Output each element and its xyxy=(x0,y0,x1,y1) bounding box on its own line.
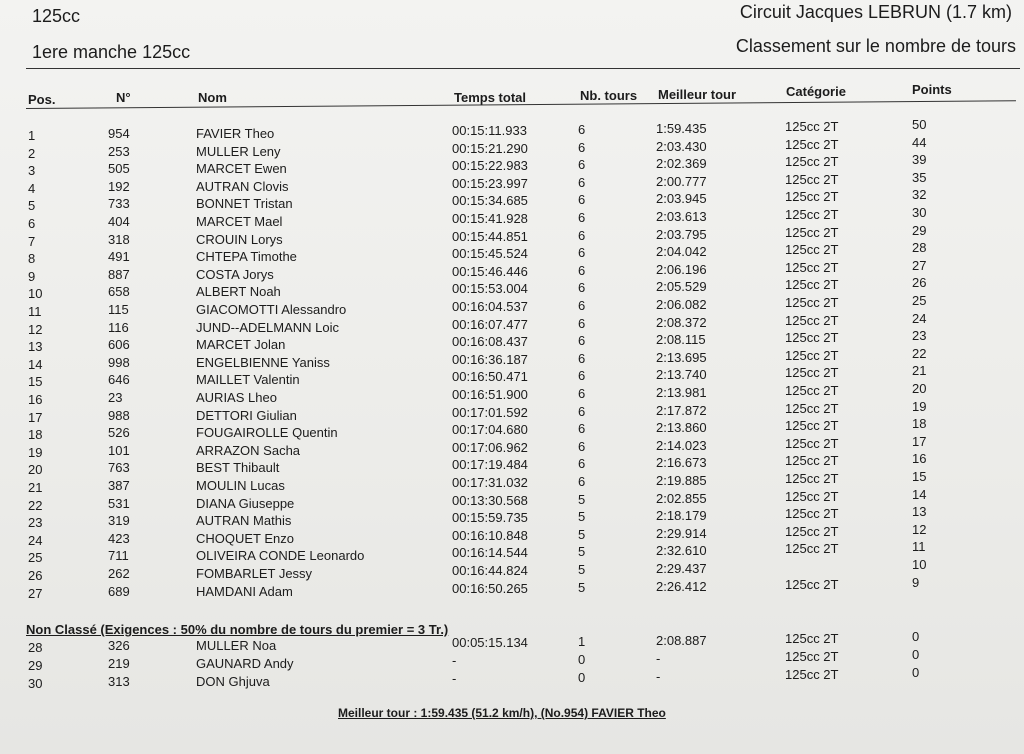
cell-num: 253 xyxy=(108,143,130,159)
cell-cat: 125cc 2T xyxy=(785,330,839,346)
cell-time: 00:15:45.524 xyxy=(452,246,528,262)
cell-num: 101 xyxy=(108,442,130,458)
cell-best: 2:29.437 xyxy=(656,561,707,576)
cell-time: 00:16:50.265 xyxy=(452,580,528,596)
cell-time: 00:16:50.471 xyxy=(452,369,528,385)
cell-cat: 125cc 2T xyxy=(785,488,839,504)
cell-cat: 125cc 2T xyxy=(785,119,839,134)
cell-time: 00:05:15.134 xyxy=(452,635,528,650)
cell-pts: 17 xyxy=(912,433,927,449)
cell-pos: 15 xyxy=(28,374,43,390)
cell-pts: 15 xyxy=(912,469,927,484)
cell-name: DETTORI Giulian xyxy=(196,407,297,423)
cell-name: MULLER Leny xyxy=(196,143,281,159)
cell-cat: 125cc 2T xyxy=(785,277,839,293)
cell-best: 2:03.795 xyxy=(656,226,707,242)
cell-best: 2:13.860 xyxy=(656,420,707,436)
cell-pos: 20 xyxy=(28,462,43,478)
cell-cat: 125cc 2T xyxy=(785,347,839,363)
cell-num: 23 xyxy=(108,390,123,405)
cell-best: 2:08.115 xyxy=(656,332,706,348)
cell-cat: 125cc 2T xyxy=(785,259,839,275)
cell-name: MARCET Ewen xyxy=(196,161,287,177)
cell-name: DIANA Giuseppe xyxy=(196,495,295,511)
cell-num: 733 xyxy=(108,196,130,212)
cell-cat: 125cc 2T xyxy=(785,541,839,557)
cell-pts: 22 xyxy=(912,345,927,361)
cell-cat: 125cc 2T xyxy=(785,649,839,664)
cell-pos: 5 xyxy=(28,198,36,214)
cell-num: 998 xyxy=(108,354,130,370)
cell-best: 2:04.042 xyxy=(656,244,707,260)
cell-laps: 6 xyxy=(578,227,586,243)
ranking-type: Classement sur le nombre de tours xyxy=(735,36,1016,56)
cell-name: FAVIER Theo xyxy=(196,126,275,141)
cell-cat: 125cc 2T xyxy=(785,523,839,539)
cell-name: CROUIN Lorys xyxy=(196,231,283,247)
cell-name: ARRAZON Sacha xyxy=(196,442,301,458)
cell-pos: 4 xyxy=(28,180,36,196)
cell-pts: 28 xyxy=(912,240,927,256)
cell-num: 326 xyxy=(108,638,130,653)
col-num: N° xyxy=(116,90,131,105)
cell-best: 2:13.981 xyxy=(656,385,707,400)
cell-num: 116 xyxy=(108,319,129,335)
cell-name: ALBERT Noah xyxy=(196,284,281,300)
cell-pts: 23 xyxy=(912,328,927,344)
cell-laps: 6 xyxy=(578,262,586,278)
cell-name: AUTRAN Mathis xyxy=(196,513,292,529)
cell-num: 606 xyxy=(108,337,130,353)
cell-pos: 16 xyxy=(28,392,43,407)
cell-pts: 50 xyxy=(912,117,927,132)
col-category: Catégorie xyxy=(786,84,846,99)
circuit-name: Circuit Jacques LEBRUN (1.7 km) xyxy=(739,2,1012,22)
cell-pos: 6 xyxy=(28,216,36,231)
cell-time: 00:15:21.290 xyxy=(452,140,528,156)
cell-num: 192 xyxy=(108,178,130,194)
cell-name: JUND--ADELMANN Loic xyxy=(196,319,340,335)
cell-best: 2:08.372 xyxy=(656,314,707,330)
cell-num: 505 xyxy=(108,161,130,177)
cell-cat: 125cc 2T xyxy=(785,576,839,592)
cell-pts: 24 xyxy=(912,310,927,326)
cell-laps: 5 xyxy=(578,509,586,525)
cell-cat: 125cc 2T xyxy=(785,207,839,222)
cell-laps: 6 xyxy=(578,315,586,331)
cell-num: 219 xyxy=(108,656,130,671)
cell-laps: 1 xyxy=(578,634,586,649)
cell-name: MAILLET Valentin xyxy=(196,372,300,388)
col-points: Points xyxy=(912,82,952,97)
cell-name: BEST Thibault xyxy=(196,460,280,476)
cell-time: 00:15:46.446 xyxy=(452,263,528,279)
cell-pos: 28 xyxy=(28,640,43,655)
cell-pos: 22 xyxy=(28,497,43,513)
cell-laps: 0 xyxy=(578,670,586,685)
cell-best: - xyxy=(656,651,661,666)
cell-pos: 12 xyxy=(28,321,43,337)
cell-best: 1:59.435 xyxy=(656,121,707,136)
cell-time: 00:15:44.851 xyxy=(452,228,528,244)
cell-num: 526 xyxy=(108,425,130,441)
cell-num: 763 xyxy=(108,460,130,476)
cell-best: 2:06.082 xyxy=(656,297,707,312)
header-divider xyxy=(26,68,1020,69)
cell-time: 00:16:08.437 xyxy=(452,334,528,350)
cell-pos: 19 xyxy=(28,444,43,460)
cell-pts: 30 xyxy=(912,205,927,220)
cell-pts: 0 xyxy=(912,629,920,644)
cell-laps: 0 xyxy=(578,652,586,667)
cell-laps: 6 xyxy=(578,157,586,173)
cell-pts: 20 xyxy=(912,381,927,396)
cell-name: AURIAS Lheo xyxy=(196,390,277,405)
class-label: 125cc xyxy=(32,6,81,26)
cell-best: 2:02.369 xyxy=(656,156,707,172)
cell-time: 00:17:06.962 xyxy=(452,439,528,455)
cell-pts: 16 xyxy=(912,451,927,467)
cell-pts: 13 xyxy=(912,504,927,520)
best-lap-footer: Meilleur tour : 1:59.435 (51.2 km/h), (No.954) FAVIER Theo xyxy=(338,706,666,720)
cell-cat: 125cc 2T xyxy=(785,453,839,469)
cell-name: CHOQUET Enzo xyxy=(196,530,295,546)
cell-pts: 9 xyxy=(912,574,920,590)
cell-time: 00:15:11.933 xyxy=(452,123,527,138)
cell-pos: 26 xyxy=(28,568,43,583)
cell-pts: 18 xyxy=(912,416,927,432)
cell-cat: 125cc 2T xyxy=(785,242,839,258)
cell-name: MULLER Noa xyxy=(196,638,277,653)
cell-time: 00:16:51.900 xyxy=(452,387,528,402)
cell-laps: 6 xyxy=(578,280,586,296)
cell-cat: 125cc 2T xyxy=(785,667,839,682)
cell-pos: 25 xyxy=(28,550,43,566)
cell-pos: 24 xyxy=(28,532,43,548)
cell-pos: 17 xyxy=(28,409,43,425)
cell-pts: 14 xyxy=(912,486,927,502)
cell-cat: 125cc 2T xyxy=(785,312,839,328)
cell-laps: 6 xyxy=(578,139,586,155)
cell-cat: 125cc 2T xyxy=(785,189,839,205)
cell-pos: 7 xyxy=(28,233,36,249)
cell-time: 00:15:53.004 xyxy=(452,281,528,297)
cell-time: 00:16:04.537 xyxy=(452,299,528,314)
cell-pts: 27 xyxy=(912,257,927,273)
cell-cat: 125cc 2T xyxy=(785,383,839,398)
cell-laps: 6 xyxy=(578,333,586,349)
cell-cat: 125cc 2T xyxy=(785,154,839,170)
cell-cat: 125cc 2T xyxy=(785,471,839,486)
col-laps: Nb. tours xyxy=(580,88,638,103)
cell-cat: 125cc 2T xyxy=(785,435,839,451)
cell-name: AUTRAN Clovis xyxy=(196,178,289,194)
cell-laps: 5 xyxy=(578,491,586,507)
cell-time: 00:13:30.568 xyxy=(452,492,528,508)
cell-pts: 32 xyxy=(912,187,927,203)
cell-name: BONNET Tristan xyxy=(196,196,293,212)
cell-num: 313 xyxy=(108,674,130,689)
cell-pts: 21 xyxy=(912,363,927,379)
cell-pts: 19 xyxy=(912,398,927,414)
cell-num: 318 xyxy=(108,231,130,247)
cell-time: 00:17:04.680 xyxy=(452,422,528,438)
cell-best: 2:16.673 xyxy=(656,455,707,471)
cell-name: FOUGAIROLLE Quentin xyxy=(196,425,338,441)
cell-pos: 8 xyxy=(28,251,36,267)
cell-best: 2:00.777 xyxy=(656,173,707,189)
cell-num: 658 xyxy=(108,284,130,300)
cell-num: 423 xyxy=(108,530,130,546)
cell-pos: 10 xyxy=(28,286,43,302)
cell-laps: 6 xyxy=(578,192,586,208)
cell-time: 00:16:10.848 xyxy=(452,527,528,543)
cell-laps: 5 xyxy=(578,544,586,560)
cell-cat: 125cc 2T xyxy=(785,400,839,416)
cell-time: 00:17:31.032 xyxy=(452,475,528,490)
cell-laps: 6 xyxy=(578,421,586,437)
cell-cat: 125cc 2T xyxy=(785,224,839,240)
cell-name: HAMDANI Adam xyxy=(196,583,293,599)
cell-laps: 5 xyxy=(578,579,586,595)
cell-cat: 125cc 2T xyxy=(785,506,839,522)
cell-time: - xyxy=(452,671,457,686)
cell-best: 2:02.855 xyxy=(656,490,707,506)
cell-pos: 21 xyxy=(28,480,43,495)
cell-pts: 26 xyxy=(912,275,927,291)
cell-name: FOMBARLET Jessy xyxy=(196,566,313,581)
cell-best: 2:26.412 xyxy=(656,578,707,594)
cell-name: COSTA Jorys xyxy=(196,266,274,282)
cell-pos: 23 xyxy=(28,515,43,531)
cell-best: 2:05.529 xyxy=(656,279,707,295)
cell-name: MARCET Jolan xyxy=(196,337,286,353)
cell-pos: 13 xyxy=(28,339,43,355)
cell-cat: 125cc 2T xyxy=(785,418,839,434)
cell-time: 00:15:23.997 xyxy=(452,175,528,191)
cell-laps: 6 xyxy=(578,174,586,190)
cell-num: 115 xyxy=(108,302,129,317)
col-total-time: Temps total xyxy=(454,90,526,105)
table-row xyxy=(0,574,1024,604)
cell-num: 689 xyxy=(108,583,130,599)
cell-laps: 6 xyxy=(578,210,586,225)
cell-best: 2:03.613 xyxy=(656,209,707,224)
cell-time: 00:17:01.592 xyxy=(452,404,528,420)
cell-time: 00:16:44.824 xyxy=(452,563,528,578)
cell-best: 2:13.740 xyxy=(656,367,707,383)
cell-laps: 6 xyxy=(578,438,586,454)
cell-laps: 6 xyxy=(578,368,586,384)
cell-time: 00:16:07.477 xyxy=(452,316,528,332)
cell-num: 491 xyxy=(108,249,130,265)
cell-pos: 9 xyxy=(28,268,36,284)
cell-laps: 6 xyxy=(578,386,586,401)
col-best-lap: Meilleur tour xyxy=(658,87,737,102)
cell-pts: 12 xyxy=(912,521,927,537)
cell-pos: 3 xyxy=(28,163,36,179)
cell-name: CHTEPA Timothe xyxy=(196,249,297,265)
cell-laps: 5 xyxy=(578,526,586,542)
cell-time: 00:16:36.187 xyxy=(452,351,528,367)
cell-pos: 18 xyxy=(28,427,43,443)
cell-num: 988 xyxy=(108,407,130,423)
cell-num: 387 xyxy=(108,478,130,493)
cell-time: - xyxy=(452,653,457,668)
cell-name: OLIVEIRA CONDE Leonardo xyxy=(196,548,365,564)
cell-num: 404 xyxy=(108,214,130,229)
cell-num: 711 xyxy=(108,548,129,564)
cell-num: 531 xyxy=(108,495,130,511)
cell-num: 646 xyxy=(108,372,130,388)
cell-num: 262 xyxy=(108,566,130,581)
cell-best: 2:08.887 xyxy=(656,633,707,648)
cell-name: MOULIN Lucas xyxy=(196,478,285,493)
cell-pos: 11 xyxy=(28,304,42,319)
cell-best: 2:13.695 xyxy=(656,349,707,365)
cell-laps: 6 xyxy=(578,122,586,137)
cell-time: 00:15:59.735 xyxy=(452,510,528,526)
cell-time: 00:15:34.685 xyxy=(452,193,528,209)
cell-laps: 6 xyxy=(578,245,586,261)
cell-name: GIACOMOTTI Alessandro xyxy=(196,302,347,317)
cell-laps: 6 xyxy=(578,350,586,366)
cell-time: 00:16:14.544 xyxy=(452,545,528,561)
cell-name: MARCET Mael xyxy=(196,214,283,229)
cell-pos: 30 xyxy=(28,676,43,691)
cell-pos: 2 xyxy=(28,145,36,161)
cell-pts: 25 xyxy=(912,293,927,308)
cell-best: 2:14.023 xyxy=(656,437,707,453)
cell-num: 954 xyxy=(108,126,130,141)
cell-laps: 6 xyxy=(578,298,586,313)
col-pos: Pos. xyxy=(28,92,56,107)
cell-pos: 1 xyxy=(28,128,36,143)
cell-pts: 29 xyxy=(912,222,927,238)
cell-pos: 14 xyxy=(28,356,43,372)
cell-best: 2:03.430 xyxy=(656,138,707,154)
cell-best: 2:17.872 xyxy=(656,402,707,418)
cell-name: DON Ghjuva xyxy=(196,674,270,689)
cell-best: 2:32.610 xyxy=(656,543,707,559)
cell-laps: 6 xyxy=(578,456,586,472)
cell-name: GAUNARD Andy xyxy=(196,656,294,671)
cell-time: 00:15:41.928 xyxy=(452,211,528,226)
cell-pos: 27 xyxy=(28,585,43,601)
cell-time: 00:17:19.484 xyxy=(452,457,528,473)
cell-name: ENGELBIENNE Yaniss xyxy=(196,354,330,370)
col-name: Nom xyxy=(198,90,227,105)
cell-best: 2:18.179 xyxy=(656,508,707,524)
cell-pos: 29 xyxy=(28,658,43,673)
cell-pts: 44 xyxy=(912,134,927,150)
cell-best: 2:06.196 xyxy=(656,261,707,277)
non-classified-title: Non Classé (Exigences : 50% du nombre de tours du premier = 3 Tr.) xyxy=(26,622,449,637)
cell-pts: 0 xyxy=(912,647,920,662)
cell-cat: 125cc 2T xyxy=(785,136,839,152)
cell-pts: 10 xyxy=(912,557,927,572)
cell-num: 887 xyxy=(108,266,130,282)
cell-pts: 0 xyxy=(912,665,920,680)
cell-laps: 6 xyxy=(578,403,586,419)
race-title: 1ere manche 125cc xyxy=(32,42,191,62)
cell-best: 2:03.945 xyxy=(656,191,707,207)
cell-num: 319 xyxy=(108,513,130,529)
cell-pts: 35 xyxy=(912,169,927,185)
cell-cat: 125cc 2T xyxy=(785,171,839,187)
cell-best: 2:29.914 xyxy=(656,525,707,541)
cell-pts: 11 xyxy=(912,539,926,555)
cell-laps: 6 xyxy=(578,474,586,489)
cell-laps: 5 xyxy=(578,562,586,577)
cell-best: - xyxy=(656,669,661,684)
cell-cat: 125cc 2T xyxy=(785,295,839,310)
cell-pts: 39 xyxy=(912,152,927,168)
cell-cat: 125cc 2T xyxy=(785,631,839,646)
cell-cat: 125cc 2T xyxy=(785,365,839,381)
cell-time: 00:15:22.983 xyxy=(452,158,528,174)
cell-best: 2:19.885 xyxy=(656,473,707,488)
